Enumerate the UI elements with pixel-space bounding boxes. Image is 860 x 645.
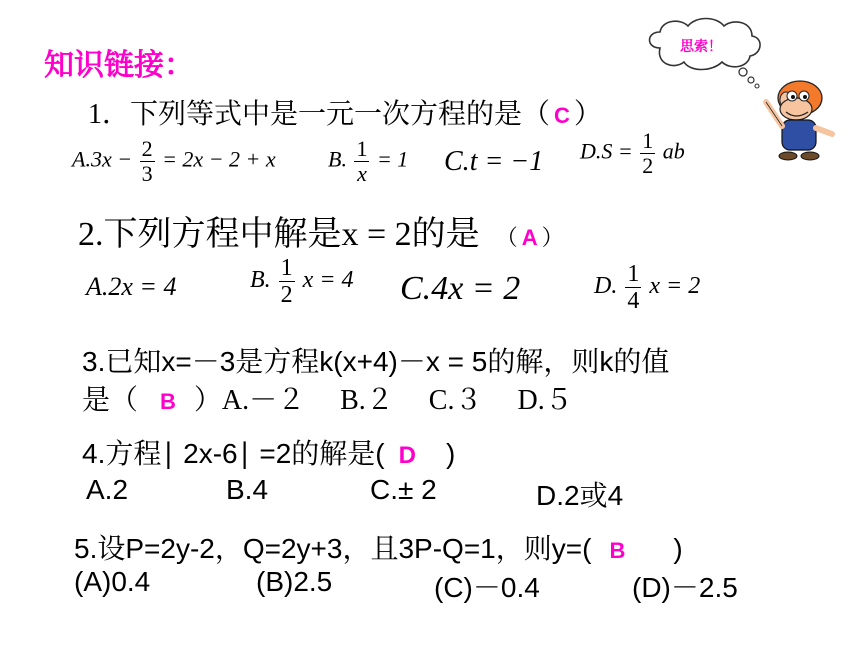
q4-option-b: B.4 bbox=[226, 474, 269, 505]
q1-d-label: D. bbox=[580, 138, 602, 164]
q2-c-label: C. bbox=[400, 270, 432, 307]
q3-line2 bbox=[82, 378, 573, 418]
q4-line1-prefix: 4.方程∣ 2x-6∣ =2的解是( bbox=[82, 438, 385, 469]
thought-bubble-text: 思索！ bbox=[680, 38, 722, 54]
q2-b-num: 1 bbox=[280, 255, 293, 281]
q2-d-den: 4 bbox=[627, 288, 640, 314]
q4-answer: D bbox=[398, 442, 416, 469]
q1-option-c bbox=[444, 146, 543, 178]
q1-a-den: 3 bbox=[141, 161, 153, 186]
q5-line1-suffix: ) bbox=[673, 533, 683, 564]
q1-d-expr1: S = bbox=[601, 138, 633, 164]
q4-line1-suffix: ) bbox=[445, 438, 456, 469]
q1-b-expr: = 1 bbox=[376, 146, 409, 172]
q5-option-a: (A)0.4 bbox=[74, 566, 151, 597]
q1-b-den: x bbox=[357, 161, 367, 186]
q2-option-a bbox=[86, 272, 176, 302]
q2-d-label: D. bbox=[594, 273, 618, 300]
q2-option-c bbox=[400, 270, 520, 308]
q2-c-expr: 4x = 2 bbox=[431, 270, 521, 307]
q2-d-expr: x = 2 bbox=[649, 273, 701, 300]
q3-line2-prefix: 是（ bbox=[82, 384, 139, 415]
q1-b-fraction bbox=[354, 138, 369, 185]
q1-a-fraction bbox=[140, 138, 155, 185]
q2-option-d bbox=[594, 262, 700, 313]
q2-option-b bbox=[250, 256, 354, 307]
q2-answer: A bbox=[521, 225, 538, 250]
q2-stem bbox=[78, 206, 564, 255]
q2-a-expr: 2x = 4 bbox=[108, 272, 177, 301]
q5-option-c: (C)－0.4 bbox=[434, 572, 540, 603]
q1-close: ） bbox=[573, 99, 602, 130]
q3-line2-suffix: ）A.－２ B.２ C.３ D.５ bbox=[193, 385, 573, 416]
q2-b-label: B. bbox=[250, 267, 271, 294]
q2-open: （ bbox=[495, 225, 518, 250]
section-title: 知识链接： bbox=[44, 49, 194, 82]
q2-a-label: A. bbox=[86, 272, 109, 301]
q1-c-label: C. bbox=[444, 146, 470, 177]
q2-b-expr: x = 4 bbox=[302, 267, 354, 294]
q1-d-fraction bbox=[640, 130, 655, 177]
q3-line1: 3.已知x=－3是方程k(x+4)－x = 5的解，则k的值 bbox=[82, 346, 670, 377]
q2-b-fraction bbox=[279, 256, 295, 307]
q5-answer: B bbox=[609, 538, 626, 563]
q1-a-expr1: 3x − bbox=[90, 146, 133, 172]
q1-a-label: A. bbox=[72, 146, 91, 172]
q4-option-a: A.2 bbox=[86, 474, 129, 505]
q1-option-d bbox=[580, 130, 685, 177]
q1-d-num: 1 bbox=[642, 128, 654, 153]
q1-d-den: 2 bbox=[642, 153, 654, 178]
q1-a-num: 2 bbox=[141, 136, 153, 161]
q4-option-d: D.2或4 bbox=[536, 480, 624, 511]
q5-line1-prefix: 5.设P=2y-2，Q=2y+3，且3P-Q=1，则y=( bbox=[74, 533, 592, 564]
q1-stem-text: 1．下列等式中是一元一次方程的是（ bbox=[88, 99, 551, 130]
q4-line1 bbox=[82, 432, 455, 472]
q1-b-num: 1 bbox=[356, 136, 368, 161]
cartoon-character-icon bbox=[766, 81, 832, 160]
q4-option-c: C.± 2 bbox=[370, 474, 437, 505]
q1-c-expr: t = −1 bbox=[469, 146, 544, 177]
q1-option-b bbox=[328, 138, 408, 185]
q5-option-b: (B)2.5 bbox=[256, 566, 333, 597]
q1-stem bbox=[88, 92, 602, 132]
q2-d-fraction bbox=[625, 262, 641, 313]
q1-a-expr2: = 2x − 2 + x bbox=[162, 146, 276, 172]
q2-d-num: 1 bbox=[627, 261, 640, 287]
q2-b-den: 2 bbox=[280, 282, 293, 308]
q2-stem-text: 2.下列方程中解是x = 2的是 bbox=[78, 216, 480, 253]
q1-answer: C bbox=[554, 103, 570, 128]
q3-answer: B bbox=[160, 389, 176, 414]
q5-option-d: (D)－2.5 bbox=[632, 572, 738, 603]
q1-d-expr2: ab bbox=[662, 138, 685, 164]
q5-line1 bbox=[74, 527, 683, 567]
q2-close: ） bbox=[541, 225, 564, 250]
q1-option-a bbox=[72, 138, 276, 185]
q1-b-label: B. bbox=[328, 146, 347, 172]
